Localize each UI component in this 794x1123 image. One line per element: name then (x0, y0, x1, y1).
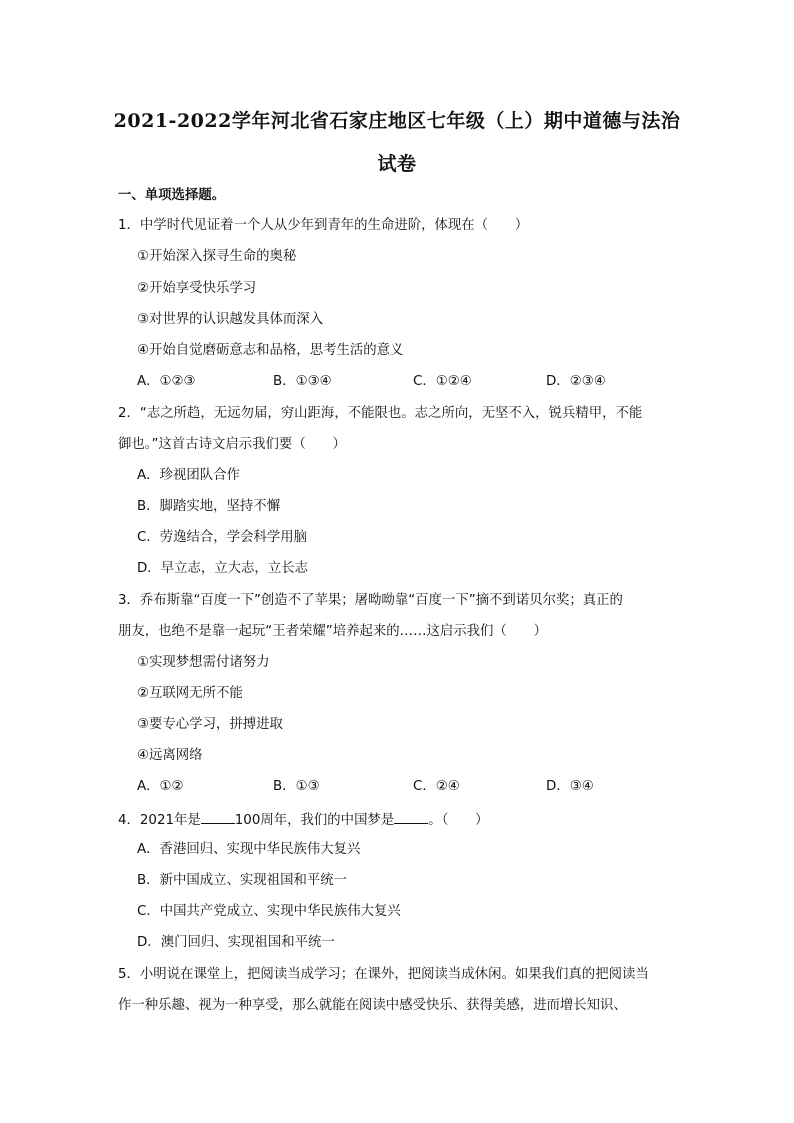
q2-stem-line2: 御也。”这首古诗文启示我们要（ ） (118, 437, 346, 452)
q2-option-d: D．早立志，立大志，立长志 (137, 561, 308, 576)
q1-option-c: C．①②④ (413, 374, 472, 389)
q2-option-b: B．脚踏实地，坚持不懈 (137, 499, 281, 514)
q2-option-a: A．珍视团队合作 (137, 468, 240, 483)
q1-item-2: ②开始享受快乐学习 (137, 281, 257, 296)
q4-stem (118, 809, 489, 831)
q1-item-4: ④开始自觉磨砺意志和品格，思考生活的意义 (137, 343, 404, 358)
q4-stem-part3: 。（ ） (428, 813, 489, 828)
q1-option-b: B．①③④ (273, 374, 332, 389)
q5-stem-line1: 5．小明说在课堂上，把阅读当成学习；在课外，把阅读当成休闲。如果我们真的把阅读当 (118, 967, 649, 982)
q3-option-b: B．①③ (273, 779, 320, 794)
q2-stem-line1: 2．“志之所趋，无远勿届，穷山距海，不能限也。志之所向，无坚不入，锐兵精甲，不能 (118, 406, 643, 421)
q4-blank-1 (201, 809, 235, 824)
q1-item-1: ①开始深入探寻生命的奥秘 (137, 249, 297, 264)
q4-option-c: C．中国共产党成立、实现中华民族伟大复兴 (137, 904, 401, 919)
q3-option-a: A．①② (137, 779, 184, 794)
q5-stem-line2: 作一种乐趣、视为一种享受，那么就能在阅读中感受快乐、获得美感，进而增长知识、 (118, 998, 627, 1013)
q1-option-a: A．①②③ (137, 374, 196, 389)
q3-option-c: C．②④ (413, 779, 460, 794)
q4-stem-part1: 4．2021年是 (118, 813, 201, 828)
q3-item-2: ②互联网无所不能 (137, 686, 243, 701)
q3-stem-line1: 3．乔布斯靠“百度一下”创造不了苹果；屠呦呦靠“百度一下”摘不到诺贝尔奖；真正的 (118, 593, 623, 608)
q1-item-3: ③对世界的认识越发具体而深入 (137, 312, 324, 327)
page-title-line2: 试卷 (377, 153, 417, 175)
q3-stem-line2: 朋友，也绝不是靠一起玩“王者荣耀”培养起来的……这启示我们（ ） (118, 624, 547, 639)
q4-blank-2 (394, 809, 428, 824)
q4-stem-part2: 100周年，我们的中国梦是 (234, 813, 395, 828)
page-title-line1: 2021-2022学年河北省石家庄地区七年级（上）期中道德与法治 (113, 110, 681, 132)
q4-option-d: D．澳门回归、实现祖国和平统一 (137, 935, 335, 950)
q1-option-d: D．②③④ (546, 374, 606, 389)
q1-stem: 1．中学时代见证着一个人从少年到青年的生命进阶，体现在（ ） (118, 218, 529, 233)
q3-item-1: ①实现梦想需付诸努力 (137, 655, 270, 670)
q3-item-3: ③要专心学习，拼搏进取 (137, 717, 283, 732)
q4-option-a: A．香港回归、实现中华民族伟大复兴 (137, 842, 361, 857)
q2-option-c: C．劳逸结合，学会科学用脑 (137, 530, 308, 545)
q3-option-d: D．③④ (546, 779, 594, 794)
section-heading: 一、单项选择题。 (118, 188, 226, 203)
q3-item-4: ④远离网络 (137, 748, 203, 763)
q4-option-b: B．新中国成立、实现祖国和平统一 (137, 873, 348, 888)
